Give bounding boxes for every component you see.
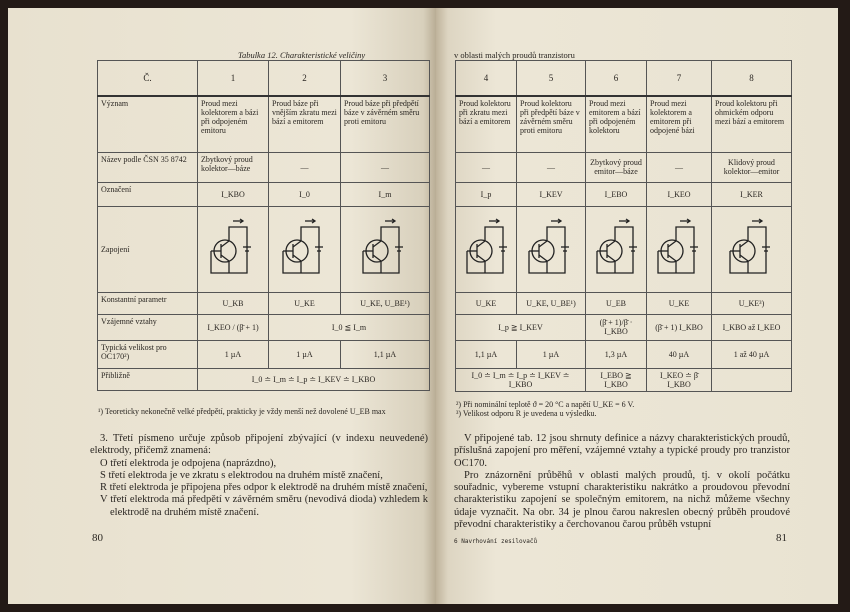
transistor-circuit-icon (275, 213, 335, 283)
row-label: Zapojení (98, 206, 198, 292)
cell: 5 (517, 61, 586, 97)
cell: U_KE³) (712, 292, 792, 314)
footnote: ³) Velikost odporu R je uvedena u výsledku. (456, 409, 597, 418)
cell: 6 (586, 61, 647, 97)
paragraph: V připojené tab. 12 jsou shrnuty definice a názvy charakteristických proudů, příslušná zapojení pro měření, vzájemné vztahy a typické proudy pro tranzistor OC170. (454, 433, 790, 469)
cell: — (517, 152, 586, 182)
cell: Proud mezi kolektorem a bázi při odpojeném emitoru (198, 96, 269, 152)
cell: I_KEO / (β̄ + 1) (198, 314, 269, 340)
cell: U_KE (647, 292, 712, 314)
cell: 1 µA (198, 340, 269, 368)
footnotes (456, 400, 634, 418)
characteristics-table-left (97, 60, 430, 391)
table-row (456, 206, 792, 292)
table-row (456, 182, 792, 206)
circuit-diagram (198, 206, 269, 292)
circuit-diagram (517, 206, 586, 292)
cell: (β̄ + 1)/β̄ · I_KBO (586, 314, 647, 340)
transistor-circuit-icon (203, 213, 263, 283)
list-item: V třetí elektroda má předpětí v závěrném směru (nevodivá dioda) vzhledem k elektrodě na druhém místě značení. (100, 494, 428, 518)
cell: (β̄ + 1) I_KBO (647, 314, 712, 340)
cell: U_KB (198, 292, 269, 314)
header-cell: Č. (98, 61, 198, 97)
cell: 1,1 µA (341, 340, 430, 368)
cell: I_EBO ≧ I_KBO (586, 368, 647, 391)
cell: — (456, 152, 517, 182)
cell: Klidový proud kolektor—emitor (712, 152, 792, 182)
footnote: ²) Při nominální teplotě ϑ = 20 °C a napětí U_KE = 6 V. (456, 400, 635, 409)
circuit-diagram (647, 206, 712, 292)
circuit-diagram (269, 206, 341, 292)
table-row (456, 314, 792, 340)
circuit-diagram (456, 206, 517, 292)
circuit-diagram (712, 206, 792, 292)
table-caption (238, 50, 365, 60)
cell: I_p ≧ I_KEV (456, 314, 586, 340)
cell: I_0 ≐ I_m ≐ I_p ≐ I_KEV ≐ I_KBO (198, 368, 430, 390)
cell: I_0 (269, 182, 341, 206)
table-row (98, 96, 430, 152)
table-row (98, 152, 430, 182)
transistor-circuit-icon (722, 213, 782, 283)
cell: 7 (647, 61, 712, 97)
cell: I_0 ≐ I_m ≐ I_p ≐ I_KEV ≐ I_KBO (456, 368, 586, 391)
circuit-diagram (341, 206, 430, 292)
cell: 40 µA (647, 340, 712, 368)
transistor-circuit-icon (521, 213, 581, 283)
cell: 1 µA (269, 340, 341, 368)
table-row (98, 206, 430, 292)
row-label: Přibližně (98, 368, 198, 390)
header-cell: 2 (269, 61, 341, 97)
cell: I_KEV (517, 182, 586, 206)
cell: U_KE, U_BE¹) (517, 292, 586, 314)
cell: — (269, 152, 341, 182)
row-label: Vzájemné vztahy (98, 314, 198, 340)
table-row (98, 314, 430, 340)
cell: I_KEO ≐ β̄ I_KBO (647, 368, 712, 391)
cell: I_m (341, 182, 430, 206)
row-label: Název podle ČSN 35 8742 (98, 152, 198, 182)
cell: I_KBO (198, 182, 269, 206)
cell: Zbytkový proud kolektor—báze (198, 152, 269, 182)
caption-text: Tabulka 12. Charakteristické veličiny (238, 50, 366, 60)
cell: — (341, 152, 430, 182)
cell: I_KER (712, 182, 792, 206)
transistor-circuit-icon (355, 213, 415, 283)
cell: Proud kolektoru při předpětí báze v závěrném směru proti emitoru (517, 96, 586, 152)
cell: U_KE (456, 292, 517, 314)
table-row (98, 368, 430, 390)
transistor-circuit-icon (650, 213, 710, 283)
table-row (456, 340, 792, 368)
transistor-circuit-icon (459, 213, 519, 283)
table-row (98, 340, 430, 368)
cell: I_p (456, 182, 517, 206)
table-header-row (98, 61, 430, 97)
cell: 1,1 µA (456, 340, 517, 368)
characteristics-table-right (455, 60, 792, 392)
cell: U_EB (586, 292, 647, 314)
list-item: O třetí elektroda je odpojena (naprázdno), (100, 457, 277, 469)
row-label: Konstantní parametr (98, 292, 198, 314)
list-item: R třetí elektroda je připojena přes odpor k elektrodě na druhém místě značení, (100, 482, 428, 494)
table-row (98, 292, 430, 314)
cell: 1 až 40 µA (712, 340, 792, 368)
header-cell: 3 (341, 61, 430, 97)
cell: 1,3 µA (586, 340, 647, 368)
cell: Proud kolektoru při zkratu mezi bází a emitorem (456, 96, 517, 152)
cell: U_KE, U_BE¹) (341, 292, 430, 314)
cell: Proud mezi kolektorem a emitorem při odpojené bázi (647, 96, 712, 152)
cell: Proud kolektoru při ohmickém odporu mezi bází a emitorem (712, 96, 792, 152)
cell: 8 (712, 61, 792, 97)
cell (712, 368, 792, 391)
row-label: Význam (98, 96, 198, 152)
page-number: 81 (776, 532, 787, 544)
table-row (456, 292, 792, 314)
table-caption: v oblasti malých proudů tranzistoru (454, 50, 575, 60)
cell: I_KBO až I_KEO (712, 314, 792, 340)
table-row (98, 182, 430, 206)
page-number: 80 (92, 532, 103, 544)
cell: Proud mezi emitorem a bází při odpojeném kolektoru (586, 96, 647, 152)
cell: 4 (456, 61, 517, 97)
cell: 1 µA (517, 340, 586, 368)
cell: I_KEO (647, 182, 712, 206)
body-text (454, 433, 790, 531)
paragraph: Pro znázornění průběhů v oblasti malých proudů, tj. v okolí počátku souřadnic, vybereme vstupní charakteristiku nakrátko a proudovou převodní charakteristiku zapojení se společným emitorem, na nichž můžeme všechny údaje vyznačit. Na obr. 34 je plnou čarou nakreslen obecný průběh proudové převodní charakteristiky a čerchovanou čarou průběh vstupní (454, 469, 790, 531)
list-item: S třetí elektroda je ve zkratu s elektrodou na druhém místě značení, (100, 469, 383, 481)
footnote: ¹) Teoreticky nekonečně velké předpětí, prakticky je vždy menší než dovolené U_EB max (98, 407, 386, 416)
table-row (456, 368, 792, 391)
cell: Proud báze při předpětí báze v závěrném směru proti emitoru (341, 96, 430, 152)
cell: Proud báze při vnějším zkratu mezi bází a emitorem (269, 96, 341, 152)
transistor-circuit-icon (589, 213, 649, 283)
cell: Zbytkový proud emitor—báze (586, 152, 647, 182)
table-row (456, 96, 792, 152)
cell: I_0 ≦ I_m (269, 314, 430, 340)
table-row (456, 152, 792, 182)
row-label: Typická velikost pro OC170²) (98, 340, 198, 368)
left-page (8, 8, 436, 604)
signature-mark: 6 Navrhování zesilovačů (454, 538, 538, 545)
right-page (436, 8, 838, 604)
header-cell: 1 (198, 61, 269, 97)
cell: I_EBO (586, 182, 647, 206)
paragraph: 3. Třetí písmeno určuje způsob připojení zbývající (v indexu neuvedené) elektrody, přičemž znamená: (90, 433, 428, 457)
row-label: Označení (98, 182, 198, 206)
table-header-row (456, 61, 792, 97)
cell: U_KE (269, 292, 341, 314)
body-text (90, 433, 428, 519)
circuit-diagram (586, 206, 647, 292)
cell: — (647, 152, 712, 182)
